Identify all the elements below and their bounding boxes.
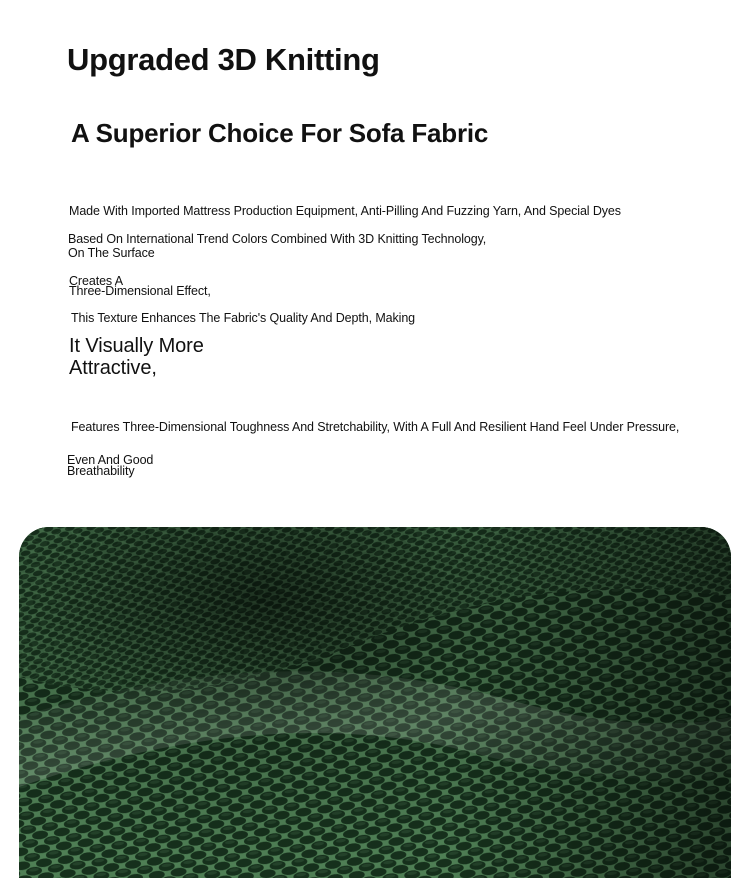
page-subtitle: A Superior Choice For Sofa Fabric bbox=[71, 118, 489, 148]
description-line-surface: On The Surface bbox=[68, 246, 155, 260]
description-line-breathability: Breathability bbox=[67, 464, 135, 478]
page-title: Upgraded 3D Knitting bbox=[67, 42, 380, 77]
description-line-toughness: Features Three-Dimensional Toughness And Stretchability, With A Full And Resilient Hand Feel Under Pressure, bbox=[71, 420, 680, 434]
description-line-creates: Creates A bbox=[69, 274, 123, 288]
description-line-even: Even And Good bbox=[67, 453, 154, 467]
knit-texture-illustration bbox=[19, 527, 731, 878]
description-line-texture: This Texture Enhances The Fabric's Quality And Depth, Making bbox=[71, 311, 416, 325]
highlight-line-visually: It Visually More bbox=[69, 335, 204, 357]
fabric-texture-image bbox=[19, 527, 731, 878]
description-line-3d-effect: Three-Dimensional Effect, bbox=[69, 284, 211, 298]
description-line-trend-colors: Based On International Trend Colors Combined With 3D Knitting Technology, bbox=[68, 232, 487, 246]
description-line-equipment: Made With Imported Mattress Production Equipment, Anti-Pilling And Fuzzing Yarn, And Special Dyes bbox=[69, 204, 621, 218]
highlight-line-attractive: Attractive, bbox=[69, 357, 157, 379]
